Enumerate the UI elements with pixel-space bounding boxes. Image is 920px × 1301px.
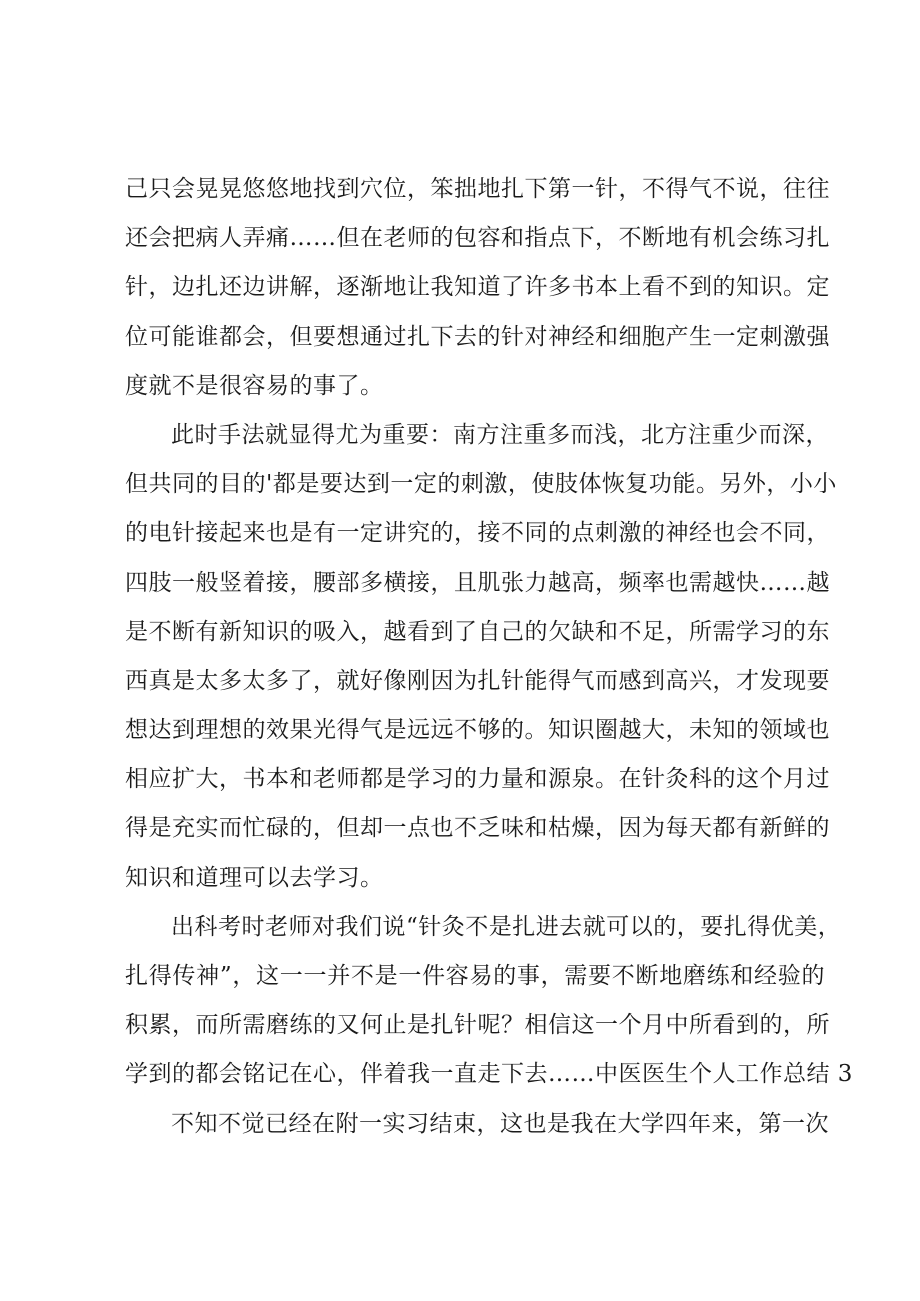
text-line: 是不断有新知识的吸入，越看到了自己的欠缺和不足，所需学习的东 — [125, 618, 830, 645]
text-line: 针，边扎还边讲解，逐渐地让我知道了许多书本上看不到的知识。定 — [125, 274, 830, 301]
text-line: 四肢一般竖着接，腰部多横接，且肌张力越高，频率也需越快……越 — [125, 569, 830, 596]
text-line: 扎得传神”，这一一并不是一件容易的事，需要不断地磨练和经验的 — [125, 963, 825, 989]
text-line: 想达到理想的效果光得气是远远不够的。知识圈越大，未知的领域也 — [125, 717, 830, 744]
text-line: 己只会晃晃悠悠地找到穴位，笨拙地扎下第一针，不得气不说，往往 — [125, 176, 830, 202]
text-line: 还会把病人弄痛……但在老师的包容和指点下，不断地有机会练习扎 — [125, 225, 830, 252]
text-line: 积累，而所需磨练的又何止是扎针呢？相信这一个月中所看到的，所 — [125, 1012, 830, 1039]
text-line: 得是充实而忙碌的，但却一点也不乏味和枯燥，因为每天都有新鲜的 — [125, 815, 830, 842]
text-line: 度就不是很容易的事了。 — [125, 372, 384, 399]
text-line: 但共同的目的'都是要达到一定的刺激，使肢体恢复功能。另外，小小 — [125, 471, 837, 498]
text-line: 的电针接起来也是有一定讲究的，接不同的点刺激的神经也会不同， — [125, 520, 830, 547]
text-line: 知识和道理可以去学习。 — [125, 864, 384, 891]
body-text — [125, 165, 853, 1149]
text-line: 西真是太多太多了，就好像刚因为扎针能得气而感到高兴，才发现要 — [125, 667, 830, 694]
text-line: 出科考时老师对我们说“针灸不是扎进去就可以的，要扎得优美， — [171, 913, 842, 940]
text-line: 相应扩大，书本和老师都是学习的力量和源泉。在针灸科的这个月过 — [125, 766, 830, 793]
text-line: 位可能谁都会，但要想通过扎下去的针对神经和细胞产生一定刺激强 — [125, 323, 830, 350]
text-line: 不知不觉已经在附一实习结束，这也是我在大学四年来，第一次 — [171, 1110, 829, 1137]
text-line: 学到的都会铭记在心，伴着我一直走下去……中医医生个人工作总结 3 — [125, 1061, 853, 1088]
text-line: 此时手法就显得尤为重要：南方注重多而浅，北方注重少而深， — [171, 421, 829, 448]
